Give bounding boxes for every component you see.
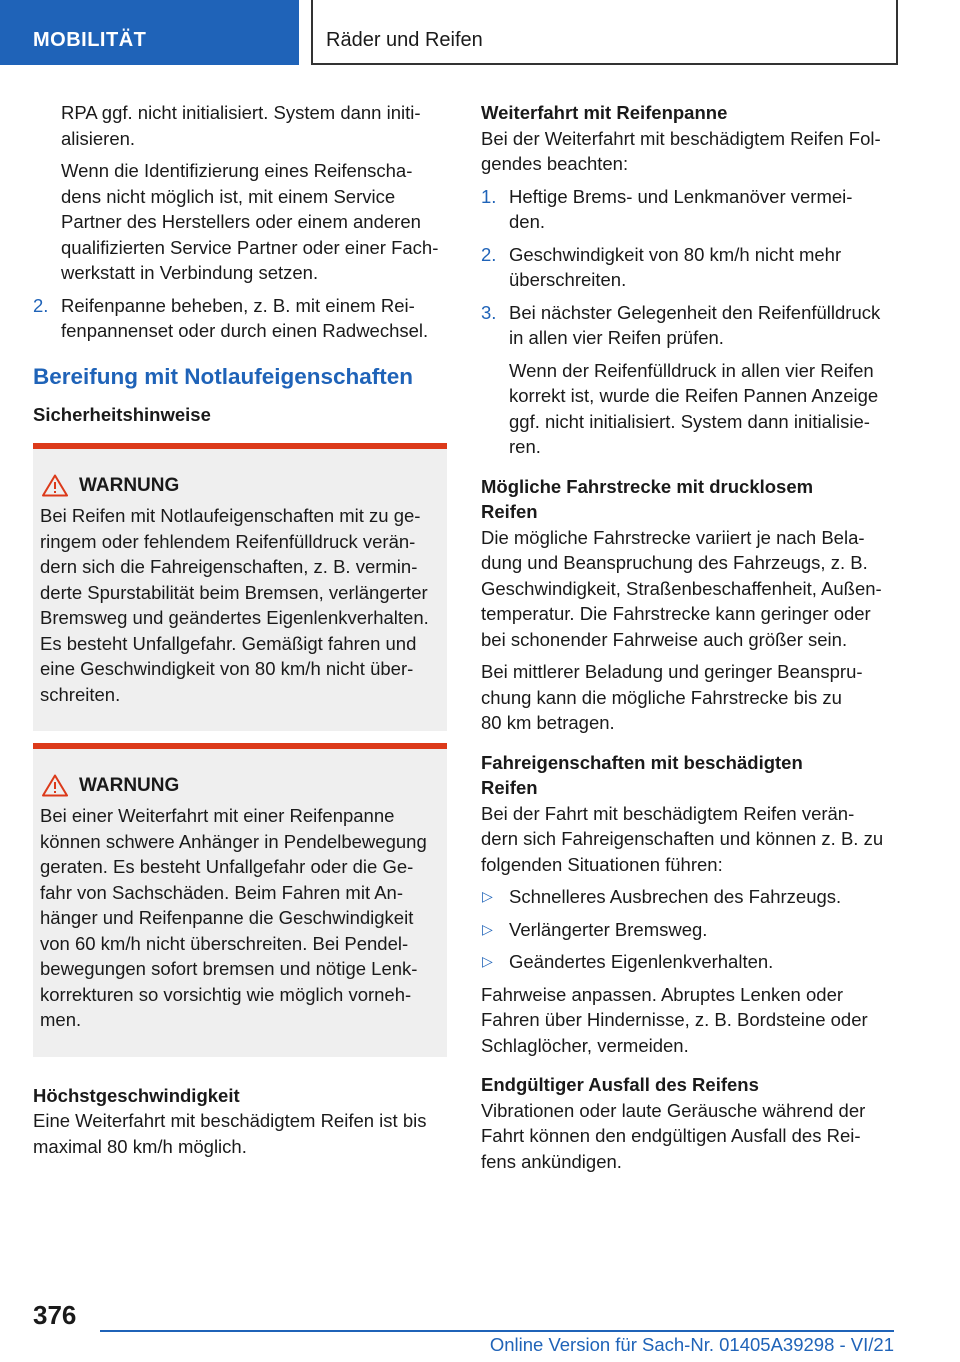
list-item [481,242,895,293]
list-text: Geändertes Eigenlenkverhalten. [509,951,774,972]
subheading: Endgültiger Ausfall des Reifens [481,1074,759,1095]
page-number: 376 [33,1300,77,1330]
footer-online-version: Online Version für Sach-Nr. 01405A39298 - VI/21 [489,1334,894,1355]
paragraph: Die mögliche Fahrstrecke variiert je nach Bela- dung und Beanspruchung des Fahrzeugs, z. B. Geschwindigkeit, Straßenbeschaffenheit, Außen- temperatur. Die Fahrstrecke kann geringer oder bei schonender Fahrweise auch größer sein. [481,526,882,650]
paragraph: Wenn die Identifizierung eines Reifenscha- dens nicht möglich ist, mit einem Service Partner des Herstellers oder einem anderen qualifizierten Service Partner oder einer Fach- werkstatt in Verbindung setzen. [61,160,439,283]
chapter-label: Räder und Reifen [326,29,483,51]
warning-text: Bei Reifen mit Notlaufeigenschaften mit zu ge- ringem oder fehlendem Reifenfülldruck verän- dern sich die Fahreigenschaften, z. B. vermin- derte Spurstabilität beim Bremsen, verlängerter Bremsweg und geändertes Eigenlenkverhalten. Es besteht Unfallgefahr. Gemäßigt fahren und eine Geschwindigkeit von 80 km/h nicht über- schreiten. [40,505,429,705]
bullet-triangle-icon: ▷ [482,953,493,969]
paragraph: Eine Weiterfahrt mit beschädigtem Reifen ist bis maximal 80 km/h möglich. [33,1110,427,1157]
warning-title: WARNUNG [79,775,180,796]
section-label: MOBILITÄT [33,29,147,51]
subheading: Weiterfahrt mit Reifenpanne [481,102,728,123]
subheading: Sicherheitshinweise [33,403,211,425]
paragraph: Bei der Weiterfahrt mit beschädigtem Reifen Fol- gendes beachten: [481,127,881,174]
bullet-triangle-icon: ▷ [482,888,493,904]
left-column [33,100,447,1159]
warning-text: Bei einer Weiterfahrt mit einer Reifenpanne können schwere Anhänger in Pendelbewegung geraten. Es besteht Unfallgefahr oder die Ge- fahr von Sachschäden. Beim Fahren mit An- hänger und Reifenpanne die Geschwindigkeit von 60 km/h nicht überschreiten. Bei Pendel- bewegungen sofort bremsen und nötige Lenk- korrekturen so vorsichtig wie möglich vorneh- men. [40,805,427,1030]
list-item [481,949,895,975]
numbered-list [481,184,895,351]
right-column [481,100,895,1174]
section-tab [0,0,299,65]
warning-triangle-icon [42,774,68,797]
list-number: 3. [481,301,497,323]
chapter-header [311,0,898,65]
subheading: Höchstgeschwindigkeit [33,1084,240,1106]
list-item [481,300,895,351]
paragraph: Fahrweise anpassen. Abruptes Lenken oder Fahren über Hindernisse, z. B. Bordsteine oder Schlaglöcher, vermeiden. [481,983,868,1056]
list-item [481,884,895,910]
subheading: Mögliche Fahrstrecke mit drucklosem Reifen [481,475,814,522]
list-text: Verlängerter Bremsweg. [509,918,708,940]
warning-box [33,443,447,731]
bullet-list [481,884,895,975]
warning-header [40,773,439,799]
list-item [481,917,895,943]
list-text: Reifenpanne beheben, z. B. mit einem Rei- fenpannenset oder durch einen Radwechsel. [61,294,429,341]
section-heading: Bereifung mit Notlaufeigenschaften [33,363,414,389]
warning-title: WARNUNG [79,475,180,496]
list-item [33,293,447,344]
bullet-triangle-icon: ▷ [482,920,493,937]
paragraph: RPA ggf. nicht initialisiert. System dann initi- alisieren. [61,102,421,149]
paragraph: Vibrationen oder laute Geräusche während der Fahrt können den endgültigen Ausfall des Rei- fens ankündigen. [481,1099,866,1172]
paragraph: Wenn der Reifenfülldruck in allen vier Reifen korrekt ist, wurde die Reifen Pannen Anzeige ggf. nicht initialisiert. System dann initialisie- ren. [509,359,879,457]
list-number: 2. [481,243,497,265]
paragraph: Bei mittlerer Beladung und geringer Beanspru- chung kann die mögliche Fahrstrecke bis zu 80 km betragen. [481,661,863,733]
warning-header [40,473,439,499]
list-text: Heftige Brems- und Lenkmanöver vermei- den. [509,185,853,232]
warning-box [33,743,447,1057]
list-text: Bei nächster Gelegenheit den Reifenfülldruck in allen vier Reifen prüfen. [509,301,881,348]
paragraph: Bei der Fahrt mit beschädigtem Reifen verän- dern sich Fahreigenschaften und können z. B. zu folgenden Situationen führen: [481,802,884,875]
list-number: 1. [481,185,497,207]
list-text: Schnelleres Ausbrechen des Fahrzeugs. [509,886,842,907]
list-item [481,184,895,235]
list-text: Geschwindigkeit von 80 km/h nicht mehr überschreiten. [509,243,842,290]
warning-triangle-icon [42,474,68,497]
footer-divider [100,1330,894,1332]
list-number: 2. [33,294,49,316]
subheading: Fahreigenschaften mit beschädigten Reifen [481,751,803,798]
